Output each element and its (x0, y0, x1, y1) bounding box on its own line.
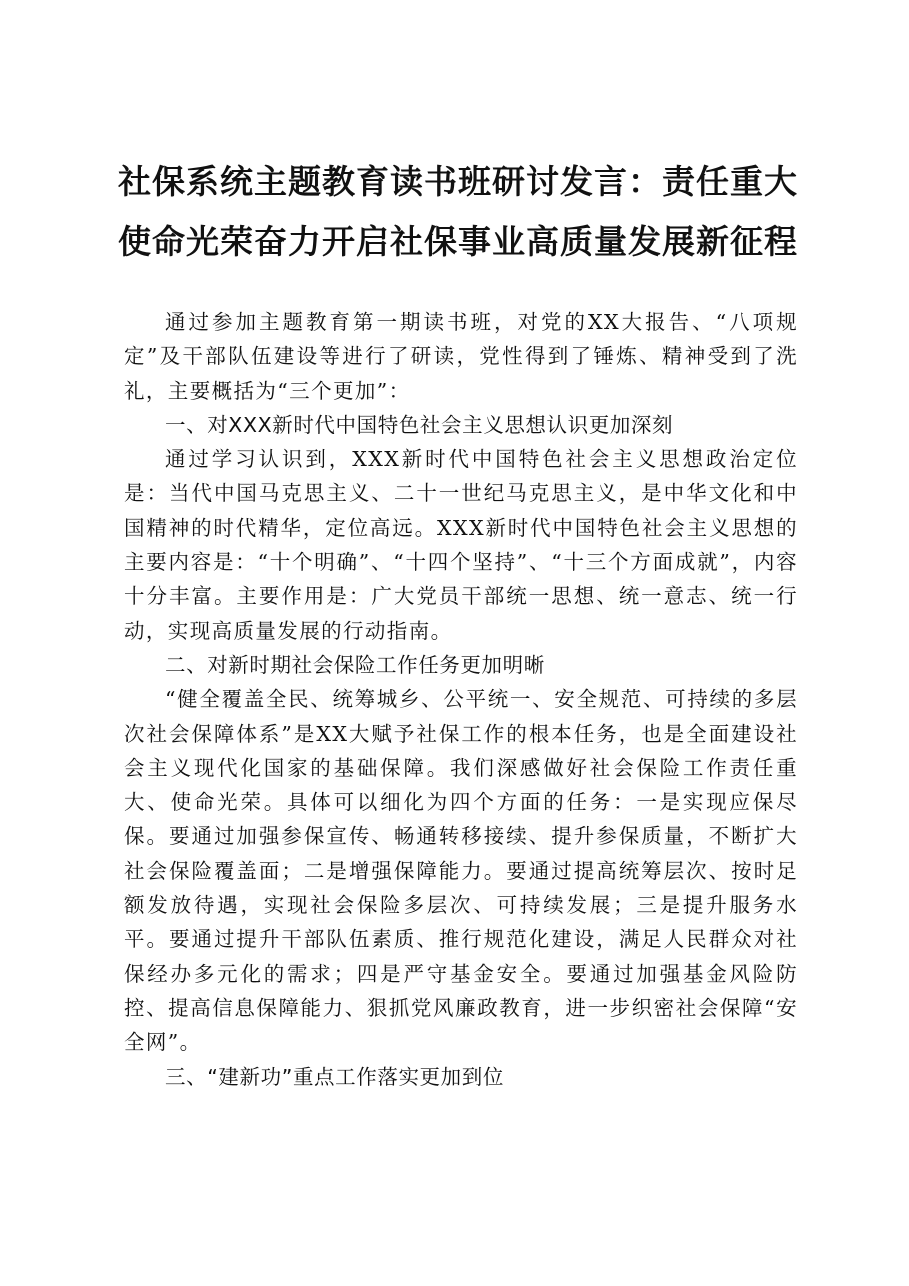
section-1-paragraph: 通过学习认识到，XXX新时代中国特色社会主义思想政治定位是：当代中国马克思主义、二十一世纪马克思主义，是中华文化和中国精神的时代精华，定位高远。XXX新时代中国特色社会主义思想的主要内容是：“十个明确”、“十四个坚持”、“十三个方面成就”，内容十分丰富。主要作用是：广大党员干部统一思想、统一意志、统一行动，实现高质量发展的行动指南。 (124, 447, 798, 643)
section-3-heading: 三、“建新功”重点工作落实更加到位 (165, 1064, 504, 1089)
section-1-heading: 一、对XXX新时代中国特色社会主义思想认识更加深刻 (165, 412, 674, 437)
section-2-heading: 二、对新时期社会保险工作任务更加明晰 (165, 652, 545, 677)
section-2-paragraph: “健全覆盖全民、统筹城乡、公平统一、安全规范、可持续的多层次社会保障体系”是XX大赋予社保工作的根本任务，也是全面建设社会主义现代化国家的基础保障。我们深感做好社会保险工作责任重大、使命光荣。具体可以细化为四个方面的任务：一是实现应保尽保。要通过加强参保宣传、畅通转移接续、提升参保质量，不断扩大社会保险覆盖面；二是增强保障能力。要通过提高统筹层次、按时足额发放待遇，实现社会保险多层次、可持续发展；三是提升服务水平。要通过提升干部队伍素质、推行规范化建设，满足人民群众对社保经办多元化的需求；四是严守基金安全。要通过加强基金风险防控、提高信息保障能力、狠抓党风廉政教育，进一步织密社会保障“安全网”。 (124, 687, 798, 1055)
document-body (124, 305, 798, 1094)
document-title-line-1: 社保系统主题教育读书班研讨发言：责任重大 (118, 162, 798, 201)
intro-paragraph: 通过参加主题教育第一期读书班，对党的XX大报告、“八项规定”及干部队伍建设等进行了研读，党性得到了锤炼、精神受到了洗礼，主要概括为“三个更加”： (124, 310, 798, 403)
document-title-line-2: 使命光荣奋力开启社保事业高质量发展新征程 (118, 222, 798, 261)
